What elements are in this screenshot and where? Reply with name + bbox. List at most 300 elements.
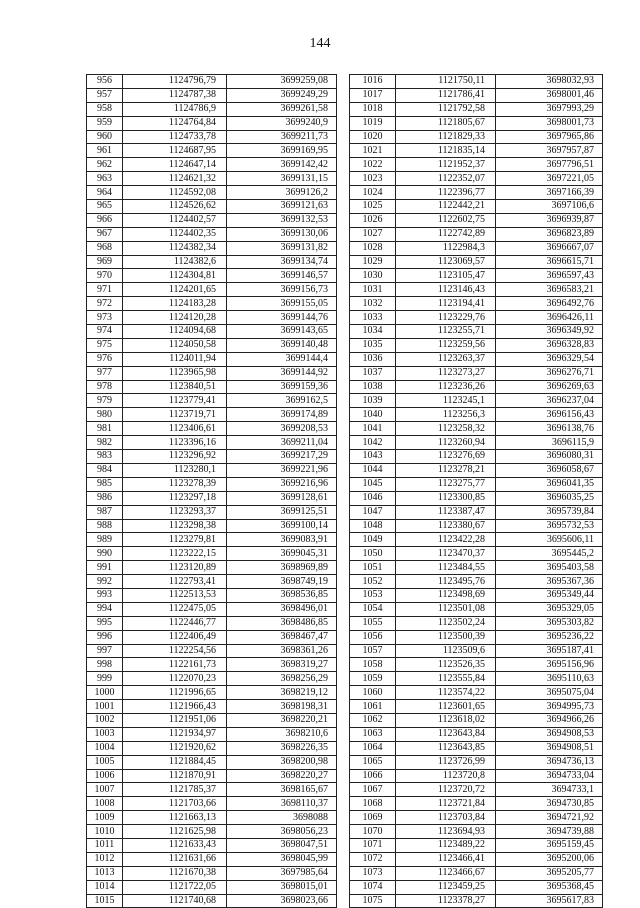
y-coordinate-cell: 3699144,92 [227,366,337,380]
table-row [350,200,603,214]
x-coordinate-cell: 1121934,97 [123,727,227,741]
table-row [350,755,603,769]
table-row [350,561,603,575]
x-coordinate-cell: 1123694,93 [396,825,496,839]
y-coordinate-cell: 3698015,01 [227,880,337,894]
table-row [87,158,337,172]
y-coordinate-cell: 3698467,47 [227,630,337,644]
y-coordinate-cell: 3695403,58 [496,561,603,575]
x-coordinate-cell: 1123601,65 [396,700,496,714]
x-coordinate-cell: 1124011,94 [123,352,227,366]
table-row [350,394,603,408]
x-coordinate-cell: 1121750,11 [396,75,496,89]
table-row [87,116,337,130]
table-row [350,686,603,700]
x-coordinate-cell: 1123422,28 [396,533,496,547]
x-coordinate-cell: 1123280,1 [123,463,227,477]
point-number-cell: 1003 [87,727,123,741]
x-coordinate-cell: 1124183,28 [123,297,227,311]
y-coordinate-cell: 3695187,41 [496,644,603,658]
y-coordinate-cell: 3699131,82 [227,241,337,255]
point-number-cell: 991 [87,561,123,575]
x-coordinate-cell: 1121703,66 [123,797,227,811]
table-row [87,644,337,658]
y-coordinate-cell: 3698200,98 [227,755,337,769]
point-number-cell: 1032 [350,297,396,311]
y-coordinate-cell: 3699261,58 [227,102,337,116]
point-number-cell: 1047 [350,505,396,519]
x-coordinate-cell: 1121670,38 [123,866,227,880]
x-coordinate-cell: 1123194,41 [396,297,496,311]
y-coordinate-cell: 3698110,37 [227,797,337,811]
table-row [87,741,337,755]
x-coordinate-cell: 1123236,26 [396,380,496,394]
table-row [350,213,603,227]
y-coordinate-cell: 3694966,26 [496,713,603,727]
x-coordinate-cell: 1124647,14 [123,158,227,172]
table-row [87,352,337,366]
table-row [350,408,603,422]
point-number-cell: 1070 [350,825,396,839]
point-number-cell: 1008 [87,797,123,811]
x-coordinate-cell: 1123273,27 [396,366,496,380]
point-number-cell: 974 [87,325,123,339]
x-coordinate-cell: 1124796,79 [123,75,227,89]
y-coordinate-cell: 3698001,46 [496,88,603,102]
x-coordinate-cell: 1123378,27 [396,894,496,908]
y-coordinate-cell: 3699083,91 [227,533,337,547]
point-number-cell: 996 [87,630,123,644]
table-row [350,797,603,811]
x-coordinate-cell: 1123618,02 [396,713,496,727]
y-coordinate-cell: 3699130,06 [227,227,337,241]
point-number-cell: 982 [87,436,123,450]
x-coordinate-cell: 1123703,84 [396,811,496,825]
x-coordinate-cell: 1122406,49 [123,630,227,644]
table-row [87,283,337,297]
point-number-cell: 1013 [87,866,123,880]
table-row [350,422,603,436]
point-number-cell: 1029 [350,255,396,269]
y-coordinate-cell: 3696115,9 [496,436,603,450]
x-coordinate-cell: 1122070,23 [123,672,227,686]
x-coordinate-cell: 1123263,37 [396,352,496,366]
x-coordinate-cell: 1121951,06 [123,713,227,727]
x-coordinate-cell: 1123296,92 [123,450,227,464]
x-coordinate-cell: 1124382,6 [123,255,227,269]
table-row [87,408,337,422]
y-coordinate-cell: 3699169,95 [227,144,337,158]
point-number-cell: 1071 [350,838,396,852]
point-number-cell: 963 [87,172,123,186]
x-coordinate-cell: 1124094,68 [123,325,227,339]
table-row [350,311,603,325]
y-coordinate-cell: 3696939,87 [496,213,603,227]
table-row [350,658,603,672]
x-coordinate-cell: 1121792,58 [396,102,496,116]
x-coordinate-cell: 1123555,84 [396,672,496,686]
point-number-cell: 1059 [350,672,396,686]
point-number-cell: 1069 [350,811,396,825]
point-number-cell: 1072 [350,852,396,866]
table-row [350,769,603,783]
point-number-cell: 1060 [350,686,396,700]
y-coordinate-cell: 3699100,14 [227,519,337,533]
x-coordinate-cell: 1124621,32 [123,172,227,186]
y-coordinate-cell: 3698220,27 [227,769,337,783]
table-row [350,227,603,241]
x-coordinate-cell: 1123470,37 [396,547,496,561]
table-row [87,783,337,797]
y-coordinate-cell: 3696276,71 [496,366,603,380]
y-coordinate-cell: 3699140,48 [227,338,337,352]
y-coordinate-cell: 3699211,04 [227,436,337,450]
point-number-cell: 981 [87,422,123,436]
y-coordinate-cell: 3698198,31 [227,700,337,714]
y-coordinate-cell: 3696349,92 [496,325,603,339]
y-coordinate-cell: 3694995,73 [496,700,603,714]
x-coordinate-cell: 1122254,56 [123,644,227,658]
point-number-cell: 1022 [350,158,396,172]
point-number-cell: 1021 [350,144,396,158]
y-coordinate-cell: 3697965,86 [496,130,603,144]
y-coordinate-cell: 3699249,29 [227,88,337,102]
x-coordinate-cell: 1123779,41 [123,394,227,408]
point-number-cell: 999 [87,672,123,686]
table-row [350,602,603,616]
table-row [87,588,337,602]
table-row [87,130,337,144]
y-coordinate-cell: 3697957,87 [496,144,603,158]
x-coordinate-cell: 1121722,05 [123,880,227,894]
point-number-cell: 987 [87,505,123,519]
point-number-cell: 975 [87,338,123,352]
y-coordinate-cell: 3699216,96 [227,477,337,491]
point-number-cell: 1048 [350,519,396,533]
table-row [350,463,603,477]
table-row [350,380,603,394]
x-coordinate-cell: 1123501,08 [396,602,496,616]
y-coordinate-cell: 3699126,2 [227,186,337,200]
table-row [350,644,603,658]
point-number-cell: 1046 [350,491,396,505]
x-coordinate-cell: 1124382,34 [123,241,227,255]
x-coordinate-cell: 1121884,45 [123,755,227,769]
x-coordinate-cell: 1121952,37 [396,158,496,172]
y-coordinate-cell: 3699208,53 [227,422,337,436]
x-coordinate-cell: 1123380,67 [396,519,496,533]
y-coordinate-cell: 3698032,93 [496,75,603,89]
x-coordinate-cell: 1121785,37 [123,783,227,797]
table-row [350,352,603,366]
table-row [350,450,603,464]
y-coordinate-cell: 3699121,63 [227,200,337,214]
x-coordinate-cell: 1123396,16 [123,436,227,450]
point-number-cell: 1009 [87,811,123,825]
y-coordinate-cell: 3697993,29 [496,102,603,116]
point-number-cell: 956 [87,75,123,89]
table-row [87,88,337,102]
point-number-cell: 970 [87,269,123,283]
point-number-cell: 1067 [350,783,396,797]
point-number-cell: 984 [87,463,123,477]
y-coordinate-cell: 3696138,76 [496,422,603,436]
point-number-cell: 1020 [350,130,396,144]
point-number-cell: 978 [87,380,123,394]
y-coordinate-cell: 3694733,04 [496,769,603,783]
table-row [87,200,337,214]
point-number-cell: 1055 [350,616,396,630]
point-number-cell: 1030 [350,269,396,283]
table-row [87,575,337,589]
table-row [350,186,603,200]
table-row [87,491,337,505]
y-coordinate-cell: 3696035,25 [496,491,603,505]
table-row [87,505,337,519]
x-coordinate-cell: 1123574,22 [396,686,496,700]
x-coordinate-cell: 1122984,3 [396,241,496,255]
point-number-cell: 1011 [87,838,123,852]
x-coordinate-cell: 1124304,81 [123,269,227,283]
point-number-cell: 1068 [350,797,396,811]
table-row [87,450,337,464]
y-coordinate-cell: 3699259,08 [227,75,337,89]
x-coordinate-cell: 1124764,84 [123,116,227,130]
x-coordinate-cell: 1121625,98 [123,825,227,839]
x-coordinate-cell: 1124592,08 [123,186,227,200]
point-number-cell: 1066 [350,769,396,783]
x-coordinate-cell: 1123120,89 [123,561,227,575]
y-coordinate-cell: 3696328,83 [496,338,603,352]
table-row [87,172,337,186]
y-coordinate-cell: 3695236,22 [496,630,603,644]
point-number-cell: 995 [87,616,123,630]
point-number-cell: 988 [87,519,123,533]
y-coordinate-cell: 3695156,96 [496,658,603,672]
table-row [350,838,603,852]
x-coordinate-cell: 1121786,41 [396,88,496,102]
point-number-cell: 1058 [350,658,396,672]
x-coordinate-cell: 1122513,53 [123,588,227,602]
table-row [87,533,337,547]
x-coordinate-cell: 1123720,8 [396,769,496,783]
x-coordinate-cell: 1122475,05 [123,602,227,616]
y-coordinate-cell: 3694733,1 [496,783,603,797]
y-coordinate-cell: 3696492,76 [496,297,603,311]
y-coordinate-cell: 3695075,04 [496,686,603,700]
point-number-cell: 979 [87,394,123,408]
table-row [350,491,603,505]
point-number-cell: 1039 [350,394,396,408]
y-coordinate-cell: 3699217,29 [227,450,337,464]
y-coordinate-cell: 3699128,61 [227,491,337,505]
x-coordinate-cell: 1123500,39 [396,630,496,644]
point-number-cell: 977 [87,366,123,380]
table-row [350,116,603,130]
point-number-cell: 1007 [87,783,123,797]
point-number-cell: 1001 [87,700,123,714]
y-coordinate-cell: 3696426,11 [496,311,603,325]
x-coordinate-cell: 1124402,35 [123,227,227,241]
point-number-cell: 1002 [87,713,123,727]
x-coordinate-cell: 1123466,67 [396,866,496,880]
x-coordinate-cell: 1123105,47 [396,269,496,283]
table-row [87,811,337,825]
x-coordinate-cell: 1123840,51 [123,380,227,394]
x-coordinate-cell: 1123245,1 [396,394,496,408]
y-coordinate-cell: 3699134,74 [227,255,337,269]
point-number-cell: 990 [87,547,123,561]
table-row [350,338,603,352]
point-number-cell: 1031 [350,283,396,297]
y-coordinate-cell: 3699142,42 [227,158,337,172]
point-number-cell: 957 [87,88,123,102]
point-number-cell: 976 [87,352,123,366]
x-coordinate-cell: 1123489,22 [396,838,496,852]
y-coordinate-cell: 3698056,23 [227,825,337,839]
x-coordinate-cell: 1123258,32 [396,422,496,436]
x-coordinate-cell: 1123259,56 [396,338,496,352]
table-row [87,658,337,672]
x-coordinate-cell: 1123278,21 [396,463,496,477]
point-number-cell: 1016 [350,75,396,89]
table-row [87,866,337,880]
point-number-cell: 1061 [350,700,396,714]
x-coordinate-cell: 1121663,13 [123,811,227,825]
y-coordinate-cell: 3698023,66 [227,894,337,908]
point-number-cell: 1018 [350,102,396,116]
x-coordinate-cell: 1123275,77 [396,477,496,491]
y-coordinate-cell: 3698496,01 [227,602,337,616]
table-row [350,130,603,144]
y-coordinate-cell: 3695445,2 [496,547,603,561]
y-coordinate-cell: 3696597,43 [496,269,603,283]
x-coordinate-cell: 1122742,89 [396,227,496,241]
table-row [87,713,337,727]
coordinates-table-right-body [350,75,603,908]
point-number-cell: 983 [87,450,123,464]
y-coordinate-cell: 3696041,35 [496,477,603,491]
table-row [87,700,337,714]
x-coordinate-cell: 1123495,76 [396,575,496,589]
x-coordinate-cell: 1123298,38 [123,519,227,533]
y-coordinate-cell: 3696269,63 [496,380,603,394]
table-row [350,283,603,297]
point-number-cell: 1054 [350,602,396,616]
x-coordinate-cell: 1122793,41 [123,575,227,589]
table-row [350,297,603,311]
table-row [350,616,603,630]
table-row [350,255,603,269]
y-coordinate-cell: 3698969,89 [227,561,337,575]
y-coordinate-cell: 3694908,53 [496,727,603,741]
point-number-cell: 964 [87,186,123,200]
table-row [350,547,603,561]
x-coordinate-cell: 1121829,33 [396,130,496,144]
y-coordinate-cell: 3696329,54 [496,352,603,366]
y-coordinate-cell: 3697106,6 [496,200,603,214]
x-coordinate-cell: 1123502,24 [396,616,496,630]
table-row [87,477,337,491]
y-coordinate-cell: 3695732,53 [496,519,603,533]
x-coordinate-cell: 1121870,91 [123,769,227,783]
point-number-cell: 1041 [350,422,396,436]
point-number-cell: 1045 [350,477,396,491]
y-coordinate-cell: 3697166,39 [496,186,603,200]
table-row [350,575,603,589]
table-row [87,311,337,325]
point-number-cell: 959 [87,116,123,130]
x-coordinate-cell: 1121835,14 [396,144,496,158]
coordinates-table-right [349,74,603,908]
table-row [87,269,337,283]
point-number-cell: 986 [87,491,123,505]
y-coordinate-cell: 3698256,29 [227,672,337,686]
x-coordinate-cell: 1123293,37 [123,505,227,519]
table-row [87,338,337,352]
y-coordinate-cell: 3699144,4 [227,352,337,366]
table-row [350,825,603,839]
table-row [87,394,337,408]
table-row [350,505,603,519]
y-coordinate-cell: 3695110,63 [496,672,603,686]
y-coordinate-cell: 3698361,26 [227,644,337,658]
point-number-cell: 1053 [350,588,396,602]
point-number-cell: 962 [87,158,123,172]
x-coordinate-cell: 1123726,99 [396,755,496,769]
point-number-cell: 972 [87,297,123,311]
x-coordinate-cell: 1124526,62 [123,200,227,214]
point-number-cell: 1034 [350,325,396,339]
point-number-cell: 1062 [350,713,396,727]
table-row [87,602,337,616]
y-coordinate-cell: 3694730,85 [496,797,603,811]
point-number-cell: 1035 [350,338,396,352]
y-coordinate-cell: 3698165,67 [227,783,337,797]
y-coordinate-cell: 3699125,51 [227,505,337,519]
y-coordinate-cell: 3699146,57 [227,269,337,283]
point-number-cell: 1015 [87,894,123,908]
point-number-cell: 1075 [350,894,396,908]
y-coordinate-cell: 3699156,73 [227,283,337,297]
table-row [350,88,603,102]
y-coordinate-cell: 3697221,05 [496,172,603,186]
x-coordinate-cell: 1124050,58 [123,338,227,352]
point-number-cell: 1006 [87,769,123,783]
point-number-cell: 993 [87,588,123,602]
x-coordinate-cell: 1123146,43 [396,283,496,297]
table-row [350,783,603,797]
table-row [87,186,337,200]
table-row [350,713,603,727]
table-row [350,630,603,644]
x-coordinate-cell: 1124733,78 [123,130,227,144]
table-row [87,241,337,255]
table-row [87,672,337,686]
point-number-cell: 1051 [350,561,396,575]
x-coordinate-cell: 1123720,72 [396,783,496,797]
y-coordinate-cell: 3695606,11 [496,533,603,547]
x-coordinate-cell: 1123069,57 [396,255,496,269]
x-coordinate-cell: 1123466,41 [396,852,496,866]
table-row [87,144,337,158]
table-row [87,102,337,116]
table-row [87,769,337,783]
x-coordinate-cell: 1124201,65 [123,283,227,297]
y-coordinate-cell: 3695200,06 [496,852,603,866]
y-coordinate-cell: 3696080,31 [496,450,603,464]
page-number: 144 [309,36,331,51]
